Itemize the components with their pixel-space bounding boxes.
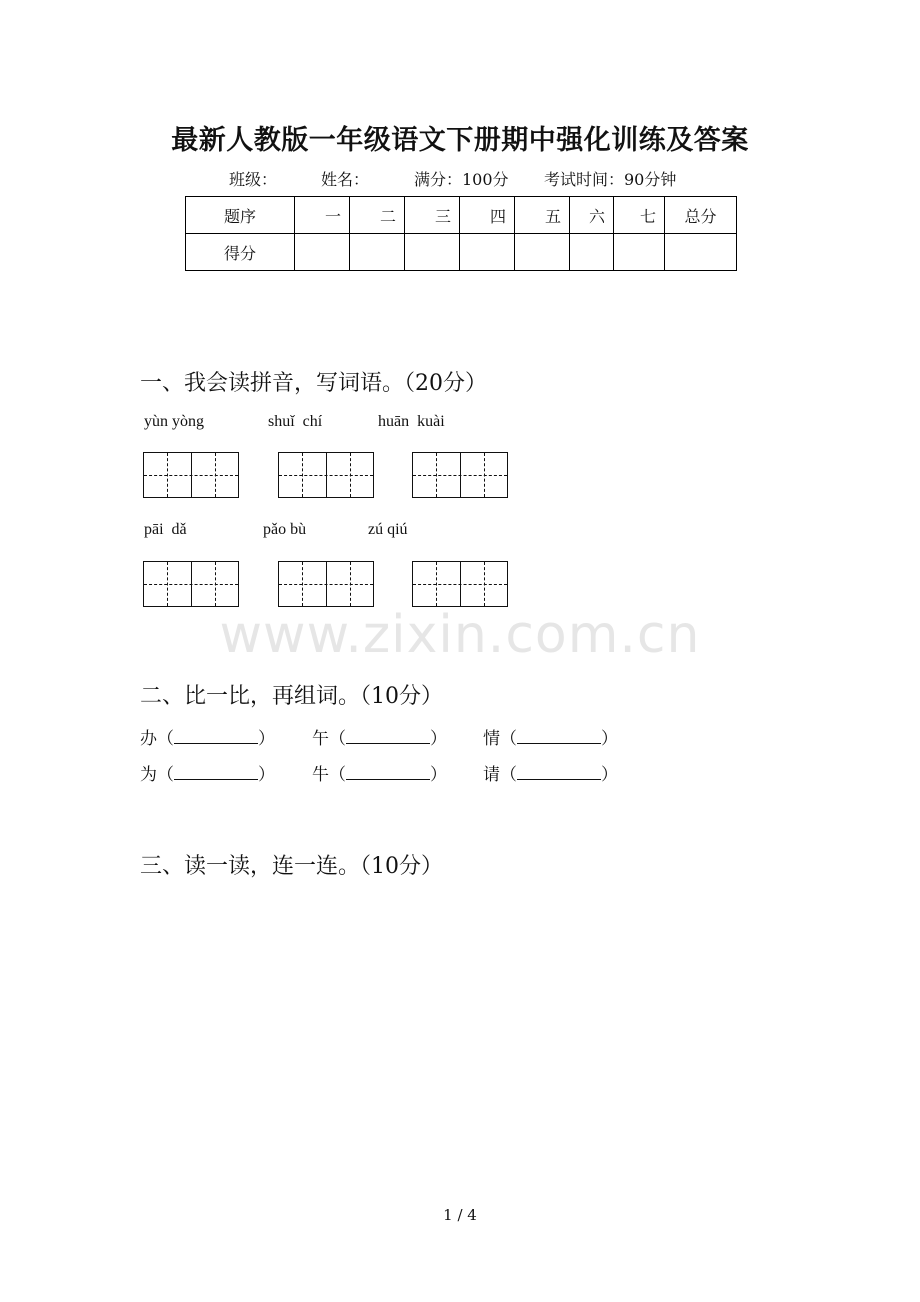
full-score: 满分：100分: [414, 170, 509, 189]
col-5: 五: [515, 197, 570, 234]
pinyin-label: shuǐ chí: [268, 413, 323, 430]
class-label: 班级：: [229, 170, 278, 189]
col-4: 四: [460, 197, 515, 234]
score-cell[interactable]: [570, 234, 614, 271]
word-item: 为（ ）: [140, 765, 275, 785]
writing-grid[interactable]: [278, 561, 374, 607]
section3-heading: 三、读一读，连一连。（10分）: [140, 854, 443, 879]
name-label: 姓名：: [321, 170, 370, 189]
section1-heading: 一、我会读拼音，写词语。（20分）: [140, 371, 487, 396]
pinyin-label: huān kuài: [378, 413, 445, 430]
score-table-score-row: [186, 234, 737, 271]
answer-blank[interactable]: [174, 727, 258, 744]
word-item: 情（ ）: [483, 729, 618, 749]
writing-grid[interactable]: [412, 561, 508, 607]
answer-blank[interactable]: [346, 763, 430, 780]
total-label: 总分: [665, 197, 737, 234]
answer-blank[interactable]: [174, 763, 258, 780]
score-cell[interactable]: [614, 234, 665, 271]
score-table: [185, 196, 737, 271]
exam-time: 考试时间：90分钟: [544, 170, 677, 189]
score-cell[interactable]: [295, 234, 350, 271]
page-number: 1 / 4: [443, 1206, 477, 1224]
pinyin-label: pāi dǎ: [144, 521, 187, 538]
col-1: 一: [295, 197, 350, 234]
writing-grid[interactable]: [143, 561, 239, 607]
section2-heading: 二、比一比，再组词。（10分）: [140, 684, 443, 709]
watermark: www.zixin.com.cn: [219, 605, 701, 665]
score-cell[interactable]: [665, 234, 737, 271]
word-item: 请（ ）: [483, 765, 618, 785]
writing-grid[interactable]: [143, 452, 239, 498]
col-7: 七: [614, 197, 665, 234]
answer-blank[interactable]: [517, 763, 601, 780]
writing-grid[interactable]: [278, 452, 374, 498]
score-cell[interactable]: [460, 234, 515, 271]
document-title: 最新人教版一年级语文下册期中强化训练及答案: [171, 125, 749, 156]
word-item: 办（ ）: [140, 729, 275, 749]
word-item: 牛（ ）: [312, 765, 447, 785]
score-table-header-row: [186, 197, 737, 234]
score-cell[interactable]: [350, 234, 405, 271]
pinyin-label: pǎo bù: [263, 521, 307, 538]
col-2: 二: [350, 197, 405, 234]
pinyin-label: zú qiú: [368, 521, 408, 538]
word-item: 午（ ）: [312, 729, 447, 749]
writing-grid[interactable]: [412, 452, 508, 498]
col-3: 三: [405, 197, 460, 234]
header-label: 题序: [186, 197, 295, 234]
score-cell[interactable]: [515, 234, 570, 271]
col-6: 六: [570, 197, 614, 234]
score-cell[interactable]: [405, 234, 460, 271]
answer-blank[interactable]: [517, 727, 601, 744]
pinyin-label: yùn yòng: [144, 413, 204, 430]
row-label: 得分: [186, 234, 295, 271]
answer-blank[interactable]: [346, 727, 430, 744]
